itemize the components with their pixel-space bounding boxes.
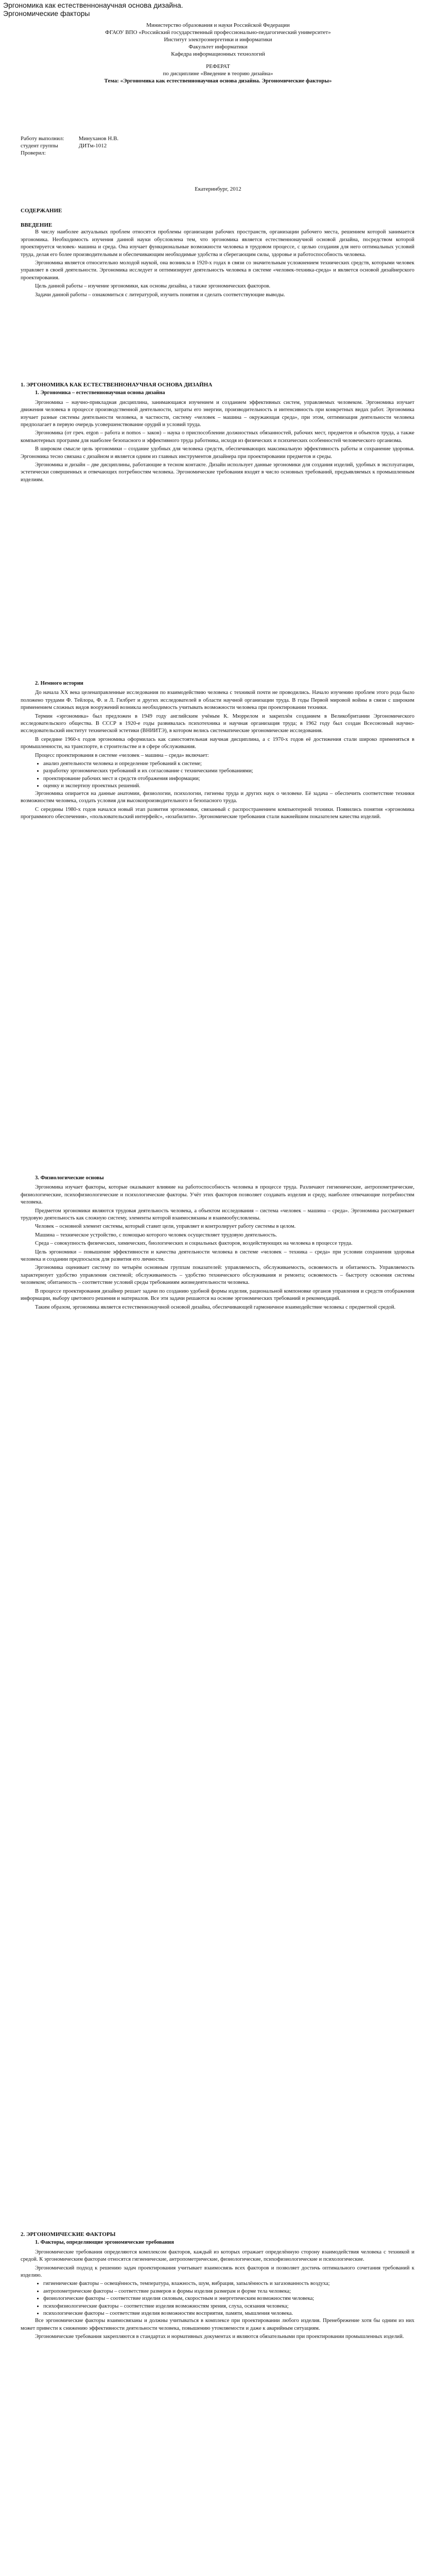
ch2-paragraph: Эргономические требования определяются комплексом факторов, каждый из которых отражает определённую сторону взаимодействия человека с техникой и средой. К эргономическим факторам относятся гигиенические, антропометрические, физиологические, психофизиологические и психологические. <box>21 2249 414 2263</box>
department: Кафедра информационных технологий <box>171 51 265 57</box>
list-intro: Процесс проектирования в системе «человек – машина – среда» включает: <box>35 752 209 758</box>
definition: Человек – основной элемент системы, который ставит цели, управляет и контролирует работу системы в целом. <box>35 1224 296 1230</box>
chapter2-heading: 2. ЭРГОНОМИЧЕСКИЕ ФАКТОРЫ <box>21 2231 116 2238</box>
list-item: • проектирование рабочих мест и средств отображения информации; <box>43 775 414 783</box>
performer-row <box>21 135 118 142</box>
chapter2-sub1: 1. Факторы, определяющие эргономические требования <box>35 2240 174 2246</box>
definition: Среда – совокупность физических, химических, биологических и социальных факторов, воздействующих на человека в процессе труда. <box>35 1241 353 1247</box>
ch1-paragraph: Предметом эргономики являются трудовая деятельность человека, а объектом исследования – система «человек – машина – среда». Эргономика рассматривает трудовую деятельность как сложную систему, элементы которой взаимосвязаны и взаимообусловлены. <box>21 1208 414 1222</box>
header-title-line2: Эргономические факторы <box>3 9 90 18</box>
group-name: ДИТм-1012 <box>78 143 107 149</box>
ch1-paragraph: Таким образом, эргономика является естественнонаучной основой дизайна, обеспечивающей гармоничное взаимодействие человека с предметной средой. <box>35 1304 396 1310</box>
doc-type: РЕФЕРАТ <box>206 63 230 70</box>
ministry: Министерство образования и науки Российской Федерации <box>146 22 290 28</box>
ch1-paragraph: Эргономика (от греч. ergon – работа и nomos – закон) – наука о приспособлении должностных обязанностей, рабочих мест, предметов и объектов труда, а также компьютерных программ для наиболее безопасного и эффективного труда работника, исходя из физических и психических особенностей человеческого организма. <box>21 430 414 444</box>
ch1-paragraph: Термин «эргономика» был предложен в 1949 году английским учёным К. Мюррелом и закреплён созданием в Великобритании Эргономического исследовательского общества. В СССР в 1920-е годы развивалась психотехника и научная организация труда; в 1962 году был создан Всесоюзный научно-исследовательский институт технической эстетики (ВНИИТЭ), в котором велись систематические эргономические исследования. <box>21 713 414 734</box>
intro-paragraph: Эргономика является относительно молодой наукой, она возникла в 1920-х годах в связи со значительным усложнением технических средств, которыми человек управляет в своей деятельности. Эргономика исследует и оптимизирует деятельность человека в системе «человек-техника-среда» и является основой дизайнерского проектирования. <box>21 260 414 281</box>
chapter1-sub4: 3. Физиологические основы <box>35 1175 104 1181</box>
chapter1-sub2: 2. Немного истории <box>35 681 83 686</box>
ch2-paragraph: Эргономический подход к решению задач проектирования учитывает взаимосвязь всех факторов и позволяет достичь оптимального сочетания требований к изделию. <box>21 2265 414 2279</box>
chapter-1-physiology <box>21 1175 414 1312</box>
ch1-paragraph: До начала XX века целенаправленные исследования по взаимодействию человека с техникой почти не проводились. Начало изучению проблем этого рода было положено трудами Ф. Тейлора, Ф. и Л. Гилбрет и других исследователей в области научной организации труда. В годы Первой мировой войны в связи с широким применением сложных видов вооружений возникла необходимость учитывать возможности человека при проектировании техники. <box>21 690 414 711</box>
performer-name: Минуханов Н.В. <box>78 135 119 142</box>
header-title-line1: Эргономика как естественнонаучная основа дизайна. <box>3 1 183 9</box>
process-list <box>21 760 414 790</box>
page-header-title <box>3 1 183 18</box>
ch1-paragraph: Эргономика – научно-прикладная дисциплина, занимающаяся изучением и созданием эффективных систем, управляемых человеком. Эргономика изучает движения человека в процессе производственной деятельности, затраты его энергии, производительность и интенсивность при конкретных видах работ. Эргономика изучает разные системы деятельности человека, в частности, систему «человек – машина – окружающая среда», при этом, оптимизация деятельности человека предполагает в первую очередь усовершенствование орудий и условий труда. <box>21 399 414 428</box>
chapter1-sub1: 1. Эргономика – естественнонаучная основа дизайна <box>35 390 165 396</box>
ch2-paragraph: Эргономические требования закрепляются в стандартах и нормативных документах и являются обязательными при проектировании промышленных изделий. <box>35 2334 404 2340</box>
ch1-paragraph: Цель эргономики – повышение эффективности и качества деятельности человека в системе «человек – техника – среда» при условии сохранения здоровья человека и создании предпосылок для развития его личности. <box>21 1249 414 1263</box>
chapter-2 <box>21 2231 414 2342</box>
checker-row <box>21 149 77 157</box>
list-item: • психологические факторы – соответствие изделия возможностям восприятия, памяти, мышления человека. <box>43 2310 414 2317</box>
ch1-paragraph: С середины 1980-х годов начался новый этап развития эргономики, связанный с распространением компьютерной техники. Появились понятия «эргономика программного обеспечения», «пользовательский интерфейс», «юзабилити». Эргономические требования стали важнейшим показателем качества изделий. <box>21 806 414 820</box>
intro-paragraph: Задачи данной работы – ознакомиться с литературой, изучить понятия и сделать соответствующие выводы. <box>35 292 285 298</box>
institute: Институт электроэнергетики и информатики <box>164 37 272 43</box>
ch1-paragraph: Эргономика опирается на данные анатомии, физиологии, психологии, гигиены труда и других наук о человеке. Её задача – обеспечить соответствие техники возможностям человека, создать условия для высокопроизводительного и безопасного труда. <box>21 790 414 804</box>
intro-paragraph: Цель данной работы – изучение эргономики, как основы дизайна, а также эргономических факторов. <box>35 283 271 290</box>
ch1-paragraph: Эргономика оценивает систему по четырём основным группам показателей: управляемость, обслуживаемость, освояемость и обитаемость. Управляемость характеризует удобство управления системой; обслуживаемость – удобство технического обслуживания и ремонта; освояемость – быстроту освоения системы человеком; обитаемость – соответствие условий среды требованиям жизнедеятельности человека. <box>21 1265 414 1286</box>
ch1-paragraph: Эргономика и дизайн – две дисциплины, работающие в тесном контакте. Дизайн использует данные эргономики для создания изделий, удобных в эксплуатации, эстетически совершенных и отвечающих потребностям человека. Эргономические требования входят в число основных требований, предъявляемых к промышленным изделиям. <box>21 462 414 483</box>
group-label: студент группы <box>21 143 58 149</box>
checker-label: Проверил: <box>21 150 46 156</box>
list-item: • разработку эргономических требований и их согласование с техническими требованиями; <box>43 768 414 775</box>
ch1-paragraph: В середине 1960-х годов эргономика оформилась как самостоятельная научная дисциплина, а с 1970-х годов её достижения стали широко применяться в промышленности, на транспорте, в строительстве и в сфере обслуживания. <box>21 736 414 750</box>
group-row <box>21 142 107 149</box>
discipline: по дисциплине «Введение в теорию дизайна» <box>163 71 273 77</box>
ch1-paragraph: Эргономика изучает факторы, которые оказывают влияние на работоспособность человека в процессе труда. Различают гигиенические, антропометрические, физиологические, психофизиологические и психологические факторы. Учёт этих факторов позволяет создавать изделия и среду, наиболее отвечающие потребностям человека. <box>21 1184 414 1206</box>
list-item: • физиологические факторы – соответствие изделия силовым, скоростным и энергетическим возможностям человека; <box>43 2295 414 2302</box>
performer-label: Работу выполнил: <box>21 135 64 142</box>
chapter-1 <box>21 381 414 485</box>
topic: Тема: «Эргономика как естественнонаучная основа дизайна. Эргономические факторы» <box>104 78 332 84</box>
ch2-paragraph: Все эргономические факторы взаимосвязаны и должны учитываться в комплексе при проектировании любого изделия. Пренебрежение хотя бы одним из них может привести к снижению эффективности деятельности человека, повышению утомляемости и даже к аварийным ситуациям. <box>21 2318 414 2331</box>
factors-list <box>21 2280 414 2317</box>
list-item: • психофизиологические факторы – соответствие изделия возможностям зрения, слуха, осязания человека; <box>43 2303 414 2310</box>
chapter1-heading: 1. ЭРГОНОМИКА КАК ЕСТЕСТВЕННОНАУЧНАЯ ОСНОВА ДИЗАЙНА <box>21 382 213 388</box>
chapter-1-history <box>21 680 414 822</box>
intro-paragraph: В числу наиболее актуальных проблем относятся проблемы организации рабочих пространств, организации рабочего места, решением которой занимается эргономика. Необходимость изучения данной науки обусловлена тем, что эргономика является естественнонаучной основой дизайна, посредством которой проектируется человек- машина и среда. Она изучает функциональные возможности человека в трудовом процессе, с целью создания для него оптимальных условий труда, делая его более производительным и обеспечивающим необходимые удобства и сберегающим силы, здоровье и работоспособность человека. <box>21 229 414 258</box>
list-item: • антропометрические факторы – соответствие размеров и формы изделия размерам и форме тела человека; <box>43 2288 414 2295</box>
introduction <box>21 222 414 300</box>
city-year: Екатеринбург, 2012 <box>195 186 241 192</box>
university: ФГАОУ ВПО «Российский государственный профессионально-педагогический университет» <box>105 29 331 36</box>
faculty: Факультет информатики <box>188 44 248 50</box>
intro-heading: ВВЕДЕНИЕ <box>21 222 53 228</box>
list-item: • анализ деятельности человека и определение требований к системе; <box>43 760 414 768</box>
definition: Машина – техническое устройство, с помощью которого человек осуществляет трудовую деятельность. <box>35 1232 277 1238</box>
ch1-paragraph: В широком смысле цель эргономики – создание удобных для человека средств, обеспечивающих максимальную эффективность работы и сохранение здоровья. Эргономика тесно связана с дизайном и является одним из главных инструментов дизайнера при проектировании предметов и среды. <box>21 446 414 460</box>
list-item: • оценку и экспертизу проектных решений. <box>43 783 414 790</box>
ch1-paragraph: В процессе проектирования дизайнер решает задачи по созданию удобной формы изделия, рациональной компоновке органов управления и средств отображения информации, выбору цветового решения и материалов. Все эти задачи решаются на основе эргономических требований и рекомендаций. <box>21 1288 414 1302</box>
list-item: • гигиенические факторы – освещённость, температура, влажность, шум, вибрация, запылённость и загазованность воздуха; <box>43 2280 414 2287</box>
toc-title: СОДЕРЖАНИЕ <box>21 208 62 214</box>
